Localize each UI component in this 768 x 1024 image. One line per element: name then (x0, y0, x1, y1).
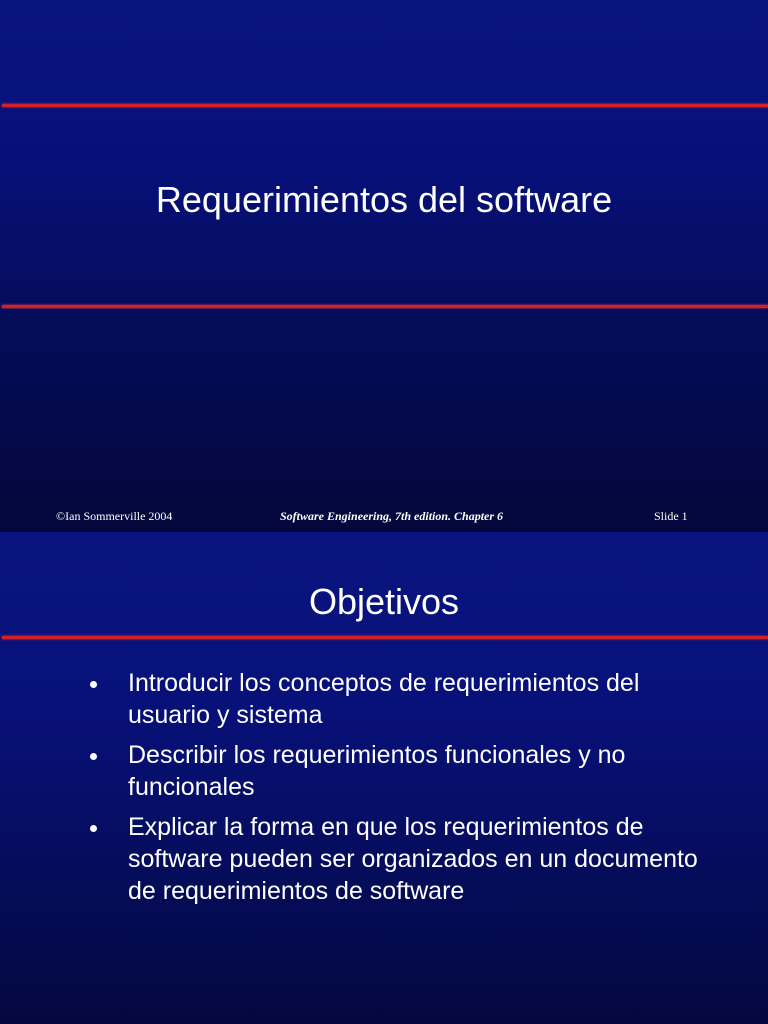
list-item (0, 811, 768, 907)
bullet-text: Describir los requerimientos funcionales y no funcionales (128, 741, 626, 801)
bullet-text: Explicar la forma en que los requerimientos de software pueden ser organizados en un documento de requerimientos de software (128, 813, 698, 905)
slide-2-title-rule (2, 636, 768, 639)
title-top-rule (2, 104, 768, 107)
bullet-icon (90, 825, 97, 832)
title-bottom-rule (2, 305, 768, 308)
footer-book-title: Software Engineering, 7th edition. Chapter 6 (280, 509, 504, 523)
bullet-icon (90, 753, 97, 760)
list-item (0, 739, 768, 803)
slide-1-title: Requerimientos del software (155, 179, 613, 220)
footer-slide-number: Slide 1 (654, 509, 688, 523)
bullet-text: Introducir los conceptos de requerimientos del usuario y sistema (128, 669, 640, 729)
bullet-icon (90, 681, 97, 688)
slide-2 (0, 532, 768, 1024)
list-item (0, 667, 768, 731)
footer-copyright: ©Ian Sommerville 2004 (56, 509, 173, 523)
bullet-list (0, 667, 768, 915)
slide-2-title: Objetivos (308, 581, 460, 622)
